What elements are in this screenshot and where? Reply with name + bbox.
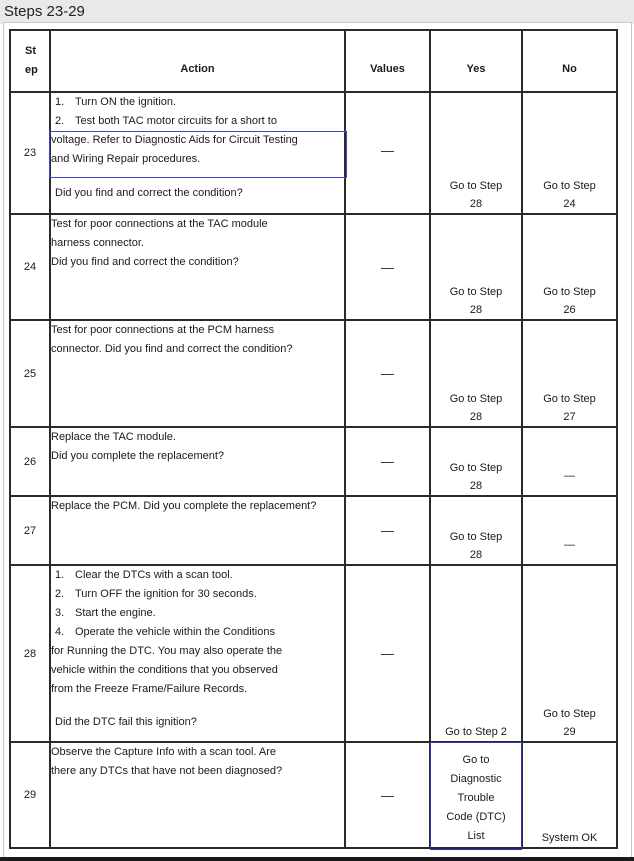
no-link-text: Go to Step	[543, 180, 596, 192]
no-cell	[522, 320, 617, 427]
yes-link-text: Go to Step	[449, 393, 503, 405]
yes-cell	[430, 92, 522, 214]
action-item-2: 2. Turn OFF the ignition for 30 seconds.	[55, 588, 257, 600]
action-question: Did the DTC fail this ignition?	[55, 716, 197, 728]
header-yes: Yes	[430, 30, 522, 92]
no-link-text: Go to Step	[543, 708, 596, 720]
yes-step-number: 28	[469, 411, 483, 423]
action-line: Test for poor connections at the PCM harness	[51, 324, 275, 336]
yes-link-text: Code (DTC)	[446, 810, 506, 823]
values-cell: —	[345, 427, 430, 496]
values-cell: —	[345, 320, 430, 427]
no-step-number: 29	[563, 726, 576, 738]
action-line: Observe the Capture Info with a scan tool. Are	[51, 746, 277, 758]
yes-link-text: List	[467, 829, 485, 842]
action-cell	[50, 496, 345, 565]
action-item-2: 2. Test both TAC motor circuits for a short to	[55, 115, 277, 127]
yes-step-number: 28	[469, 549, 483, 561]
no-link-text: Go to Step	[543, 286, 596, 298]
action-continuation: for Running the DTC. You may also operate the	[51, 645, 283, 657]
step-number: 26	[10, 427, 50, 496]
page-title: Steps 23-29	[4, 3, 85, 20]
yes-link-text: Go to Step	[449, 286, 503, 298]
action-item-4: 4. Operate the vehicle within the Conditions	[55, 626, 275, 638]
yes-cell	[430, 320, 522, 427]
step-number: 23	[10, 92, 50, 214]
yes-cell	[430, 427, 522, 496]
step-number: 27	[10, 496, 50, 565]
action-question: Did you complete the replacement?	[51, 450, 225, 462]
no-cell: System OK	[522, 742, 617, 848]
title-bar	[0, 0, 634, 24]
action-cell	[50, 742, 345, 848]
action-continuation: and Wiring Repair procedures.	[51, 153, 201, 165]
values-cell: —	[345, 565, 430, 742]
no-cell: —	[522, 427, 617, 496]
header-values: Values	[345, 30, 430, 92]
table-header-row	[10, 30, 617, 92]
action-continuation: from the Freeze Frame/Failure Records.	[51, 683, 248, 695]
no-link-text: Go to Step	[543, 393, 596, 405]
step-number: 25	[10, 320, 50, 427]
no-step-number: 26	[563, 304, 576, 316]
step-number: 29	[10, 742, 50, 848]
header-no: No	[522, 30, 617, 92]
action-item-1: 1. Clear the DTCs with a scan tool.	[55, 569, 233, 581]
action-line: connector. Did you find and correct the condition?	[51, 343, 293, 355]
table-row-step-24	[10, 214, 617, 320]
values-cell: —	[345, 742, 430, 848]
yes-cell: Go to Step 2	[430, 565, 522, 742]
values-cell: —	[345, 92, 430, 214]
table-row-step-29	[10, 742, 617, 848]
action-line: harness connector.	[51, 237, 144, 249]
action-cell	[50, 427, 345, 496]
yes-cell	[430, 496, 522, 565]
yes-cell	[430, 742, 522, 848]
values-cell: —	[345, 214, 430, 320]
yes-step-number: 28	[469, 480, 483, 492]
values-cell: —	[345, 496, 430, 565]
table-row-step-25	[10, 320, 617, 427]
header-step-line1: St	[25, 45, 36, 57]
action-cell	[50, 214, 345, 320]
no-step-number: 24	[563, 198, 576, 210]
no-step-number: 27	[563, 411, 576, 423]
yes-link-text: Go to Step	[449, 531, 503, 543]
header-action: Action	[50, 30, 345, 92]
table-row-step-23	[10, 92, 617, 214]
yes-link-text: Go to Step	[449, 462, 503, 474]
no-cell: —	[522, 496, 617, 565]
action-item-1: 1. Turn ON the ignition.	[55, 96, 177, 108]
step-number: 24	[10, 214, 50, 320]
action-line: Test for poor connections at the TAC module	[51, 218, 268, 230]
yes-link-text: Diagnostic	[450, 772, 502, 785]
table-row-step-28	[10, 565, 617, 742]
no-cell	[522, 565, 617, 742]
yes-link-text: Trouble	[457, 791, 495, 804]
action-line: Replace the TAC module.	[51, 431, 176, 443]
bottom-border	[0, 857, 634, 861]
yes-cell	[430, 214, 522, 320]
yes-link-text: Go to Step	[449, 180, 503, 192]
yes-link-text: Go to	[462, 753, 490, 766]
yes-step-number: 28	[469, 304, 483, 316]
action-cell	[50, 565, 345, 742]
yes-step-number: 28	[469, 198, 483, 210]
action-cell	[50, 320, 345, 427]
header-step-line2: ep	[25, 64, 38, 76]
no-cell	[522, 92, 617, 214]
action-continuation: voltage. Refer to Diagnostic Aids for Circuit Testing	[51, 134, 298, 146]
action-question: Did you find and correct the condition?	[51, 256, 239, 268]
action-cell	[50, 92, 345, 214]
action-line: Replace the PCM. Did you complete the replacement?	[51, 500, 317, 512]
action-item-3: 3. Start the engine.	[55, 607, 156, 619]
action-question: there any DTCs that have not been diagnosed?	[51, 765, 283, 777]
action-question: Did you find and correct the condition?	[55, 187, 243, 199]
diagnostic-steps-table	[9, 29, 618, 849]
step-number: 28	[10, 565, 50, 742]
header-step	[10, 30, 50, 92]
table-row-step-27	[10, 496, 617, 565]
table-row-step-26	[10, 427, 617, 496]
no-cell	[522, 214, 617, 320]
action-continuation: vehicle within the conditions that you observed	[51, 664, 278, 676]
